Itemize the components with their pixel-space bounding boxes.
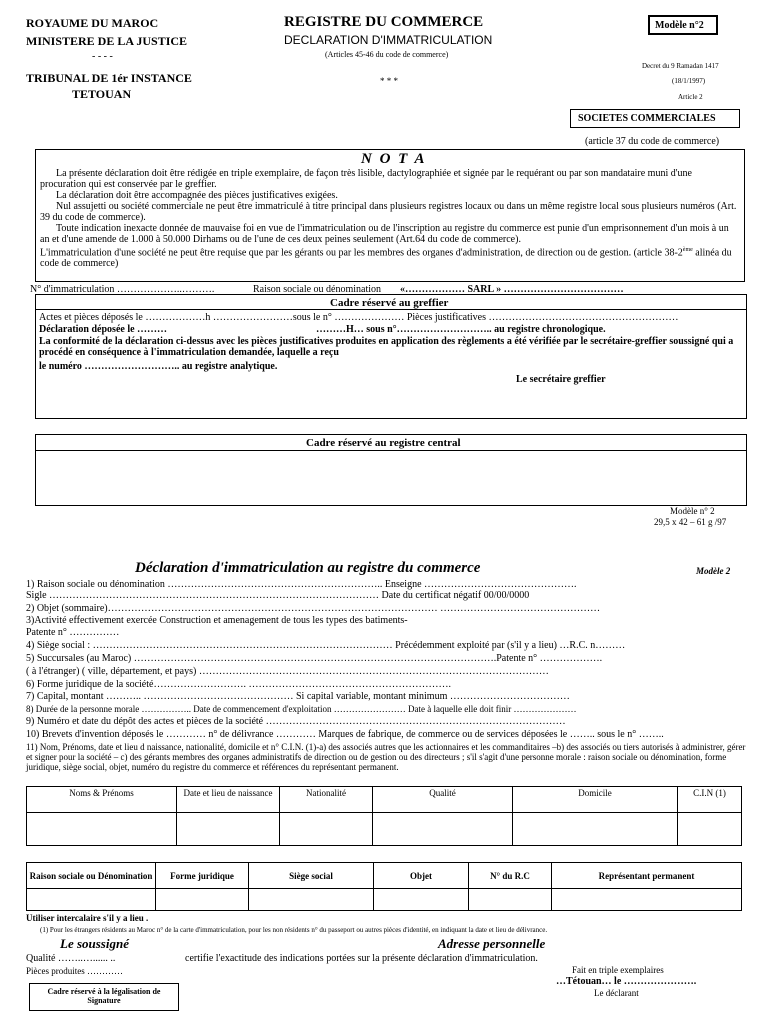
legalization-label: Cadre réservé à la légalisation de Signature	[47, 987, 161, 1005]
central-registry-title: Cadre réservé au registre central	[306, 437, 461, 449]
nota-body	[40, 168, 740, 269]
entity-col-object: Objet	[374, 863, 469, 889]
entity-cell[interactable]	[27, 889, 156, 911]
footnote-1: (1) Pour les étrangers résidents au Maroc n° de la carte d'immatriculation, pour les non résidents n° du passeport ou autres pièces d'identité, en indiquant la date et lieu de délivrance.	[40, 926, 548, 934]
associates-cell[interactable]	[678, 813, 742, 846]
entity-cell[interactable]	[249, 889, 374, 911]
greffier-divider	[36, 309, 746, 310]
decl-line-7: 5) Succursales (au Maroc) ……………………………………………………………………………………………….Patente n° ……………….	[26, 653, 603, 664]
associates-table	[26, 786, 742, 846]
immat-number-label: N° d'immatriculation ………………..……….	[30, 284, 215, 295]
nota-paragraph-1: La présente déclaration doit être rédigée en triple exemplaire, de façon très lisible, dactylographiée et signée par le requérant ou par son mandataire muni d'une procuration qui est conservée par le greffier.	[40, 168, 692, 190]
decree-text: Decret du 9 Ramadan 1417	[642, 62, 719, 70]
associates-row	[27, 813, 742, 846]
associates-col-nationality: Nationalité	[280, 787, 373, 813]
greffier-line-1: Actes et pièces déposés le ………………h ……………………sous le n° ………………… Pièces justificatives …………………………………………………	[39, 312, 679, 323]
entity-cell[interactable]	[552, 889, 742, 911]
legal-entity-header-row	[27, 863, 742, 889]
raison-value: «……………… SARL » ………………………………	[400, 284, 624, 295]
entity-cell[interactable]	[469, 889, 552, 911]
articles-note: (Articles 45-46 du code de commerce)	[325, 50, 449, 59]
decl-line-1: 1) Raison sociale ou dénomination ……………………………………………………….. Enseigne ……………………………………….	[26, 579, 577, 590]
company-type-box	[570, 109, 740, 128]
nota-box	[35, 149, 745, 282]
greffier-analytic-label: au registre analytique.	[179, 361, 278, 372]
associates-cell[interactable]	[177, 813, 280, 846]
entity-col-seat: Siège social	[249, 863, 374, 889]
entity-cell[interactable]	[156, 889, 249, 911]
decl-line-11: 8) Durée de la personne morale …………….. Date de commencement d'exploitation …………………… Date à laquelle elle doit finir …………………	[26, 704, 577, 714]
associates-cell[interactable]	[373, 813, 513, 846]
associates-col-cin: C.I.N (1)	[678, 787, 742, 813]
soussigne-heading: Le soussigné	[60, 936, 129, 951]
model-badge	[648, 15, 718, 35]
decl-line-3: 2) Objet (sommaire)……………………………………………………………………………………… …………………………………………	[26, 603, 601, 614]
certification-text: certifie l'exactitude des indications portées sur la présente déclaration d'immatriculation.	[185, 953, 538, 964]
header-stars: * * *	[380, 76, 398, 86]
model-note-1: Modèle n° 2	[670, 506, 715, 516]
legal-entity-row	[27, 889, 742, 911]
greffier-line-3: La conformité de la déclaration ci-dessus avec les pièces justificatives produites en application des règlements a été vérifiée par le secrétaire-greffier soussigné qui a procédé en conséquence à l'immatriculation demandée, laquelle a reçu	[39, 336, 734, 358]
declaration-title: Déclaration d'immatriculation au registre du commerce	[135, 560, 481, 576]
declaration-model: Modèle 2	[696, 566, 731, 576]
registry-title: REGISTRE DU COMMERCE	[284, 14, 484, 30]
decl-line-13: 10) Brevets d'invention déposés le ………… n° de délivrance ………… Marques de fabrique, de commerce ou de services déposées le …….. sous le n° ……..	[26, 729, 664, 740]
associates-col-birth: Date et lieu de naissance	[177, 787, 280, 813]
greffier-line-2b: ………H… sous n°……………………….. au registre chronologique.	[316, 324, 606, 335]
associates-cell[interactable]	[27, 813, 177, 846]
greffier-signer: Le secrétaire greffier	[516, 374, 606, 385]
legalization-box	[29, 983, 179, 1011]
qualite-field: Qualité ……..…...... ..	[26, 953, 116, 964]
entity-col-form: Forme juridique	[156, 863, 249, 889]
declarant-label: Le déclarant	[594, 988, 639, 998]
legal-entity-table	[26, 862, 742, 911]
decree-date: (18/1/1997)	[672, 77, 706, 85]
greffier-box	[35, 294, 747, 419]
decl-line-6: 4) Siège social : ……………………………………………………………………………… Précédemment exploité par (s'il y a lieu) …R.C. n………	[26, 640, 626, 651]
city-heading: TETOUAN	[72, 87, 132, 101]
central-registry-box	[35, 434, 747, 506]
model-badge-label: Modèle n°2	[655, 20, 704, 31]
entity-col-name: Raison sociale ou Dénomination	[27, 863, 156, 889]
nota-superscript: ème	[682, 247, 693, 253]
greffier-line-2a: Déclaration déposée le ………	[39, 324, 168, 335]
greffier-line-4	[39, 361, 277, 372]
entity-cell[interactable]	[374, 889, 469, 911]
decl-line-10: 7) Capital, montant ……….. ……………………………………… Si capital variable, montant minimum ………………………………	[26, 691, 570, 702]
intercalaire-note: Utiliser intercalaire s'il y a lieu .	[26, 913, 149, 923]
associates-col-names: Noms & Prénoms	[27, 787, 177, 813]
decl-line-8: ( à l'étranger) ( ville, département, et pays) ……………………………………………………………………………………………	[26, 666, 549, 677]
entity-col-rc: N° du R.C	[469, 863, 552, 889]
header-dashes: - - - -	[92, 51, 113, 62]
tribunal-heading: TRIBUNAL DE 1ér INSTANCE	[26, 71, 192, 85]
nota-paragraph-5a: L'immatriculation d'une société ne peut être requise que par les gérants ou par les membres des organes d'administration, de direction ou de gestion. (article 38-2	[40, 247, 683, 259]
nota-paragraph-5b: alinéa du code de commerce)	[40, 247, 732, 270]
nota-paragraph-5	[40, 245, 740, 269]
declaration-subtitle: DECLARATION D'IMMATRICULATION	[284, 33, 493, 47]
nota-title: N O T A	[361, 151, 427, 167]
decl-line-14: 11) Nom, Prénoms, date et lieu d naissance, nationalité, domicile et n° C.I.N. (1)-a) des associés autres que les actionnaires et les commanditaires –b) des associés ou tiers autorisés à administrer, gérer et signer pour la société – c) des gérants membres des organes administratifs de direction ou de gestion ou des directeurs ; s'il s'agit d'une personne morale : raison sociale ou dénomination, forme juridique, siège social, objet, numéro du registre du commerce et références du représentant permanent.	[26, 742, 746, 772]
nota-paragraph-2: La déclaration doit être accompagnée des pièces justificatives exigées.	[56, 190, 338, 201]
nota-paragraph-4: Toute indication inexacte donnée de mauvaise foi en vue de l'immatriculation ou de l'inscription au registre du commerce est punie d'un emprisonnement d'un mois à un an et d'une amende de 1.000 à 50.000 Dirhams ou de l'une de ces deux peines seulement (Art.64 du code de commerce).	[40, 223, 729, 245]
model-note-2: 29,5 x 42 – 61 g /97	[654, 517, 727, 527]
article-ref: Article 2	[678, 93, 703, 101]
kingdom-heading: ROYAUME DU MAROC	[26, 16, 159, 30]
greffier-title: Cadre réservé au greffier	[330, 297, 449, 309]
entity-col-representative: Représentant permanent	[552, 863, 742, 889]
decl-line-4: 3)Activité effectivement exercée Construction et amenagement de tous les types des batiments-	[26, 615, 408, 626]
associates-header-row	[27, 787, 742, 813]
decl-line-5: Patente n° ……………	[26, 627, 120, 638]
decl-line-9: 6) Forme juridique de la société………………………. …………………………………………………….	[26, 679, 451, 690]
article37-note: (article 37 du code de commerce)	[585, 136, 720, 147]
raison-label: Raison sociale ou dénomination	[253, 284, 382, 295]
pieces-field: Pièces produites …………	[26, 966, 123, 976]
associates-cell[interactable]	[513, 813, 678, 846]
place-date	[556, 976, 696, 987]
company-type-label: SOCIETES COMMERCIALES	[578, 113, 716, 124]
associates-cell[interactable]	[280, 813, 373, 846]
greffier-number-label: le numéro ………………………..	[39, 361, 180, 372]
associates-col-quality: Qualité	[373, 787, 513, 813]
place-date-text: …Tétouan… le ………………….	[556, 976, 697, 987]
adresse-heading: Adresse personnelle	[438, 936, 546, 951]
decl-line-12: 9) Numéro et date du dépôt des actes et pièces de la société ………………………………………………………………………………	[26, 716, 566, 727]
central-divider	[36, 450, 746, 451]
decl-line-2: Sigle ……………………………………………………………………………………… Date du certificat négatif 00/00/0000	[26, 590, 530, 601]
triple-note: Fait en triple exemplaires	[572, 965, 664, 975]
nota-paragraph-3: Nul assujetti ou société commerciale ne peut être immatriculé à titre principal dans plusieurs registres locaux ou dans un même registre local sous plusieurs numéros (Art. 39 du code de commerce).	[40, 201, 737, 223]
ministry-heading: MINISTERE DE LA JUSTICE	[26, 34, 188, 48]
associates-col-domicile: Domicile	[513, 787, 678, 813]
